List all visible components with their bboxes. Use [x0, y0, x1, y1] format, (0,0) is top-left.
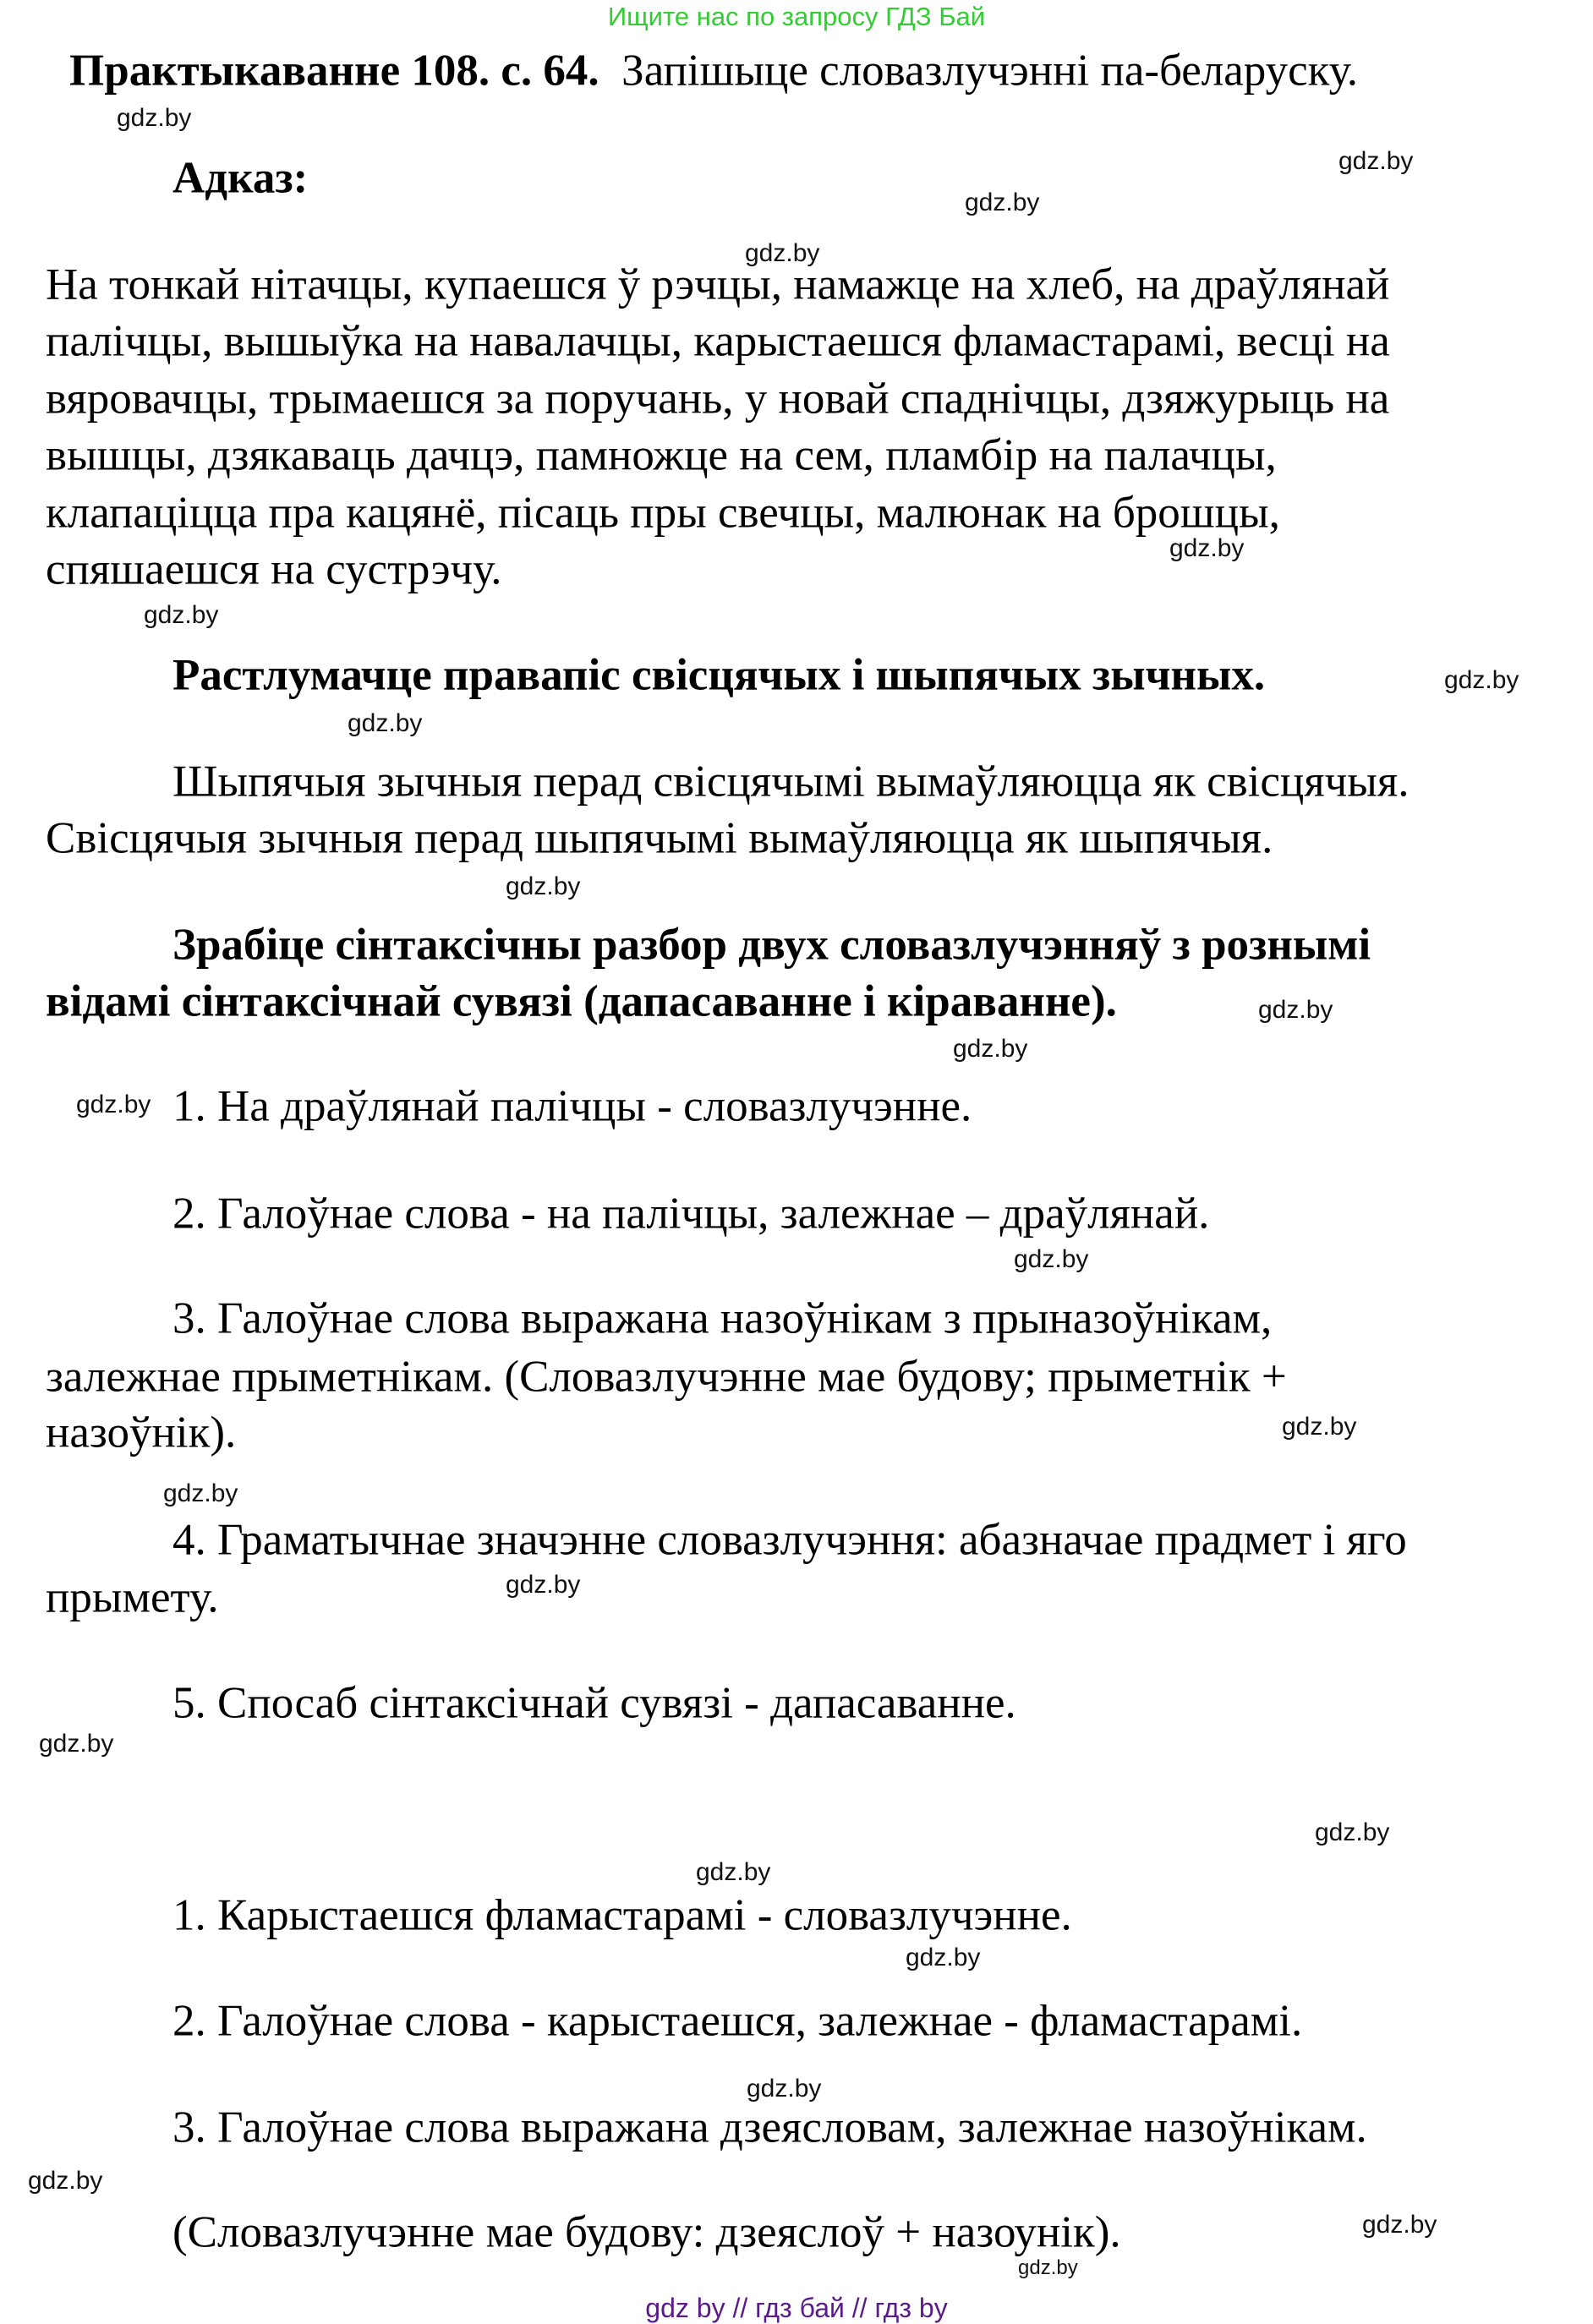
section-heading-analysis: Зрабіце сінтаксічны разбор двух словазлучэнняў з рознымі [172, 920, 1371, 970]
watermark: gdz.by [506, 1571, 581, 1599]
analysis-line: прымету. [46, 1572, 219, 1622]
search-banner: Ищите нас по запросу ГДЗ Бай [607, 2, 986, 31]
paragraph-line: вышцы, дзякаваць дачцэ, памножце на сем, пламбір на палачцы, [46, 430, 1277, 480]
watermark: gdz.by [953, 1035, 1028, 1063]
watermark: gdz.by [348, 709, 423, 737]
watermark: gdz.by [76, 1091, 151, 1118]
watermark: gdz.by [1018, 2256, 1078, 2279]
analysis-line: назоўнік). [46, 1408, 237, 1457]
analysis-line: 5. Спосаб сінтаксічнай сувязі - дапасаванне. [172, 1678, 1016, 1728]
watermark: gdz.by [1169, 534, 1245, 562]
analysis-line: 4. Граматычнае значэнне словазлучэння: абазначае прадмет і яго [172, 1515, 1407, 1565]
watermark: gdz.by [506, 872, 581, 900]
analysis-line: 1. Карыстаешся фламастарамі - словазлучэнне. [172, 1890, 1072, 1940]
watermark: gdz.by [906, 1944, 981, 1971]
analysis-line: залежнае прыметнікам. (Словазлучэнне мае будову; прыметнік + [46, 1352, 1287, 1402]
paragraph-line: палічцы, вышыўка на навалачцы, карыстаешся фламастарамі, весці на [46, 316, 1390, 366]
watermark: gdz.by [745, 239, 820, 267]
paragraph-line: вяровачцы, трымаешся за поручань, у новай спаднічцы, дзяжурыць на [46, 374, 1390, 424]
explanation-line: Шыпячыя зычныя перад свісцячымі вымаўляюцца як свісцячыя. [172, 757, 1410, 807]
watermark: gdz.by [747, 2075, 822, 2103]
analysis-line: 1. На драўлянай палічцы - словазлучэнне. [172, 1081, 972, 1131]
section-heading-analysis: відамі сінтаксічнай сувязі (дапасаванне і кіраванне). [46, 976, 1117, 1026]
paragraph-line: На тонкай нітачцы, купаешся ў рэчцы, намажце на хлеб, на драўлянай [46, 260, 1390, 309]
analysis-line: (Словазлучэнне мае будову: дзеяслоў + назоунік). [172, 2207, 1121, 2257]
watermark: gdz.by [163, 1479, 238, 1507]
explanation-line: Свісцячыя зычныя перад шыпячымі вымаўляюцца як шыпячыя. [46, 813, 1273, 863]
analysis-line: 3. Галоўнае слова выражана дзеясловам, залежнае назоўнікам. [172, 2103, 1367, 2152]
watermark: gdz.by [117, 104, 192, 132]
analysis-line: 2. Галоўнае слова - карыстаешся, залежнае - фламастарамі. [172, 1996, 1303, 2046]
footer-links[interactable]: gdz by // гдз бай // гдз by [645, 2293, 948, 2323]
section-heading-spelling: Растлумачце правапіс свісцячых і шыпячых зычных. [172, 650, 1266, 700]
analysis-line: 3. Галоўнае слова выражана назоўнікам з прыназоўнікам, [172, 1293, 1273, 1343]
watermark: gdz.by [39, 1730, 114, 1758]
watermark: gdz.by [1444, 666, 1519, 694]
exercise-number: Практыкаванне 108. с. 64. [69, 46, 599, 96]
watermark: gdz.by [696, 1858, 771, 1886]
watermark: gdz.by [144, 601, 219, 629]
analysis-line: 2. Галоўнае слова - на палічцы, залежнае – драўлянай. [172, 1189, 1210, 1239]
exercise-title [69, 46, 1359, 96]
paragraph-line: клапаціцца пра кацянё, пісаць пры свечцы, малюнак на брошцы, [46, 488, 1280, 538]
watermark: gdz.by [1258, 996, 1333, 1024]
watermark: gdz.by [28, 2167, 103, 2195]
answer-label: Адказ: [172, 153, 309, 203]
watermark: gdz.by [1315, 1818, 1390, 1846]
exercise-task: Запішыце словазлучэнні па-беларуску. [621, 46, 1359, 96]
watermark: gdz.by [1362, 2211, 1437, 2239]
watermark: gdz.by [1282, 1413, 1357, 1441]
watermark: gdz.by [1014, 1245, 1089, 1273]
paragraph-line: спяшаешся на сустрэчу. [46, 544, 502, 594]
watermark: gdz.by [1338, 147, 1414, 175]
watermark: gdz.by [965, 189, 1040, 216]
